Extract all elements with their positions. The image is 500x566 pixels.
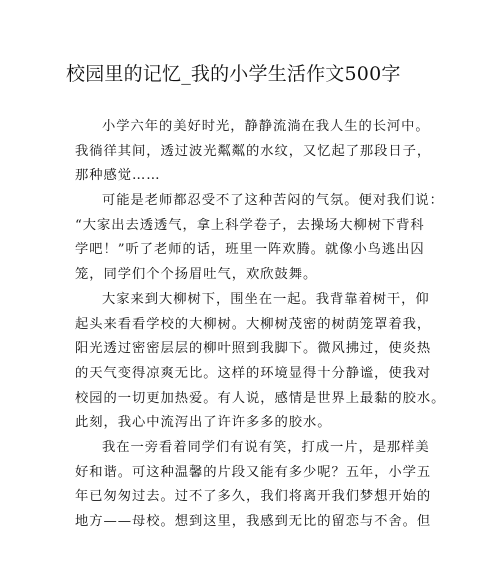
text-line: 我徜徉其间，透过波光粼粼的水纹，又忆起了那段日子， xyxy=(75,143,432,159)
text-line: 学吧！”听了老师的话，班里一阵欢腾。就像小鸟逃出囚 xyxy=(75,242,425,258)
text-line: 好和谐。可这种温馨的片段又能有多少呢？五年，小学五 xyxy=(75,464,432,480)
text-line: 起头来看看学校的大柳树。大柳树茂密的树荫笼罩着我， xyxy=(75,316,432,332)
text-line: 年已匆匆过去。过不了多久，我们将离开我们梦想开始的 xyxy=(75,489,432,505)
text-line: 此刻，我心中流泻出了许许多多的胶水。 xyxy=(75,415,332,431)
text-line: 校园的一切更加热爱。有人说，感情是世界上最黏的胶水。 xyxy=(75,390,446,406)
document-title: 校园里的记忆_我的小学生活作文500字 xyxy=(66,63,401,85)
text-line: 可能是老师都忍受不了这种苦闷的气氛。便对我们说： xyxy=(102,193,444,209)
text-line: 的天气变得凉爽无比。这样的环境显得十分静谧，使我对 xyxy=(75,365,432,381)
text-line: 笼，同学们个个扬眉吐气，欢欣鼓舞。 xyxy=(75,267,318,283)
text-line: 地方——母校。想到这里，我感到无比的留恋与不舍。但 xyxy=(75,514,432,529)
text-line: 阳光透过密密层层的柳叶照到我脚下。微风拂过，使炎热 xyxy=(75,341,432,357)
text-line: 大家来到大柳树下，围坐在一起。我背靠着树干，仰 xyxy=(102,291,430,307)
paragraph-1 xyxy=(75,115,432,189)
text-line: 我在一旁看着同学们有说有笑，打成一片，是那样美 xyxy=(102,439,430,455)
text-line: 那种感觉…… xyxy=(75,168,161,184)
document-body xyxy=(75,115,446,535)
text-line: 小学六年的美好时光，静静流淌在我人生的长河中。 xyxy=(102,119,430,134)
paragraph-3 xyxy=(75,288,446,436)
text-line: “大家出去透透气，拿上科学卷子，去操场大柳树下背科 xyxy=(75,217,425,233)
paragraph-2 xyxy=(75,189,444,288)
paragraph-4 xyxy=(75,436,432,535)
